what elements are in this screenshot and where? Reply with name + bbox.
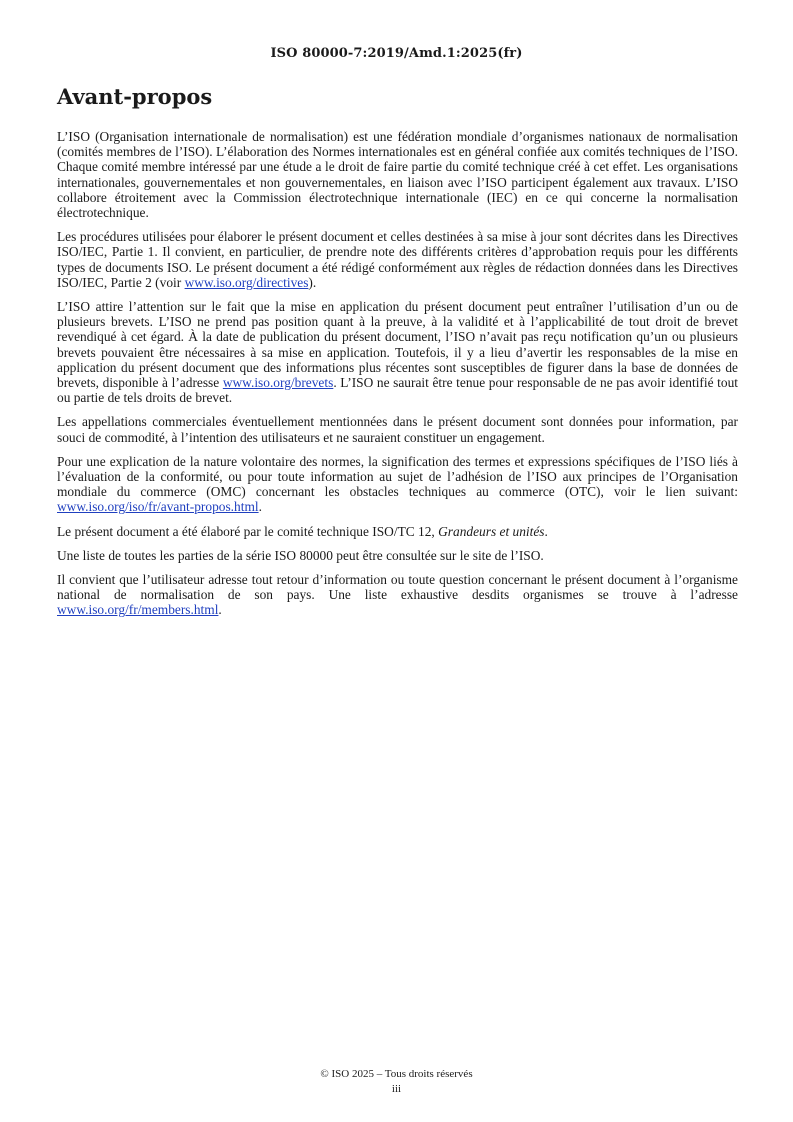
foreword-body bbox=[57, 129, 738, 627]
foreword-link[interactable]: www.iso.org/iso/fr/avant-propos.html bbox=[57, 499, 259, 515]
paragraph-feedback bbox=[57, 572, 738, 618]
paragraph-procedures-end: ). bbox=[308, 274, 317, 290]
paragraph-voluntary-nature bbox=[57, 454, 738, 515]
paragraph-committee bbox=[57, 524, 738, 539]
committee-name: Grandeurs et unités bbox=[438, 523, 545, 539]
document-id-header: ISO 80000-7:2019/Amd.1:2025(fr) bbox=[270, 46, 523, 61]
paragraph-committee-text: Le présent document a été élaboré par le comité technique ISO/TC 12, bbox=[57, 523, 439, 539]
paragraph-patents bbox=[57, 299, 738, 405]
paragraph-trade-names: Les appellations commerciales éventuellement mentionnées dans le présent document sont données pour information, par souci de commodité, à l’intention des utilisateurs et ne sauraient constituer un engagement. bbox=[57, 414, 738, 445]
directives-link[interactable]: www.iso.org/directives bbox=[184, 274, 309, 290]
paragraph-feedback-text: Il convient que l’utilisateur adresse tout retour d’information ou toute question concernant le présent document à l’organisme national de normalisation de son pays. Une liste exhaustive desdits organismes se trouve à l’adresse bbox=[57, 572, 738, 603]
paragraph-iso-intro: L’ISO (Organisation internationale de normalisation) est une fédération mondiale d’organismes nationaux de normalisation (comités membres de l’ISO). L’élaboration des Normes internationales est en général confiée aux comités techniques de l’ISO. Chaque comité membre intéressé par une étude a le droit de faire partie du comité technique créé à cet effet. Les organisations internationales, gouvernementales et non gouvernementales, en liaison avec l’ISO participent également aux travaux. L’ISO collabore étroitement avec la Commission électrotechnique internationale (IEC) en ce qui concerne la normalisation électrotechnique. bbox=[57, 129, 738, 221]
paragraph-procedures bbox=[57, 229, 738, 290]
page-footer bbox=[0, 1067, 793, 1097]
paragraph-procedures-text: Les procédures utilisées pour élaborer le présent document et celles destinées à sa mise à jour sont décrites dans les Directives ISO/IEC, Partie 1. Il convient, en particulier, de prendre note des différents critères d’approbation requis pour les différents types de documents ISO. Le présent document a été rédigé conformément aux règles de rédaction données dans les Directives ISO/IEC, Partie 2 (voir bbox=[57, 229, 738, 290]
copyright-notice: © ISO 2025 – Tous droits réservés bbox=[320, 1068, 473, 1080]
paragraph-series-list: Une liste de toutes les parties de la série ISO 80000 peut être consultée sur le site de l’ISO. bbox=[57, 547, 544, 563]
paragraph-patents-text: L’ISO attire l’attention sur le fait que la mise en application du présent document peut entraîner l’utilisation d’un ou de plusieurs brevets. L’ISO ne prend pas position quant à la preuve, à la validité et à l’applicabilité de tout droit de brevet revendiqué à cet égard. À la date de publication du présent document, l’ISO n’avait pas reçu notification qu’un ou plusieurs brevets pouvaient être nécessaires à sa mise en application. Toutefois, il y a lieu d’avertir les responsables de la mise en application du présent document que des informations plus récentes sont susceptibles de figurer dans la base de données de brevets, disponible à l’adresse bbox=[57, 299, 738, 391]
patents-link[interactable]: www.iso.org/brevets bbox=[222, 375, 334, 391]
paragraph-voluntary-end: . bbox=[258, 499, 262, 515]
page-title: Avant-propos bbox=[57, 84, 213, 109]
paragraph-feedback-end: . bbox=[218, 602, 222, 618]
paragraph-patents-end: . L’ISO ne saurait être tenue pour responsable de ne pas avoir identifié tout ou partie de tels droits de brevet. bbox=[57, 375, 738, 406]
paragraph-committee-end: . bbox=[544, 523, 548, 539]
paragraph-voluntary-text: Pour une explication de la nature volontaire des normes, la signification des termes et expressions spécifiques de l’ISO liés à l’évaluation de la conformité, ou pour toute information au sujet de l’adhésion de l’ISO aux principes de l’Organisation mondiale du commerce (OMC) concernant les obstacles techniques au commerce (OTC), voir le lien suivant: bbox=[57, 453, 738, 500]
page-number: iii bbox=[391, 1083, 402, 1095]
members-link[interactable]: www.iso.org/fr/members.html bbox=[57, 602, 219, 618]
